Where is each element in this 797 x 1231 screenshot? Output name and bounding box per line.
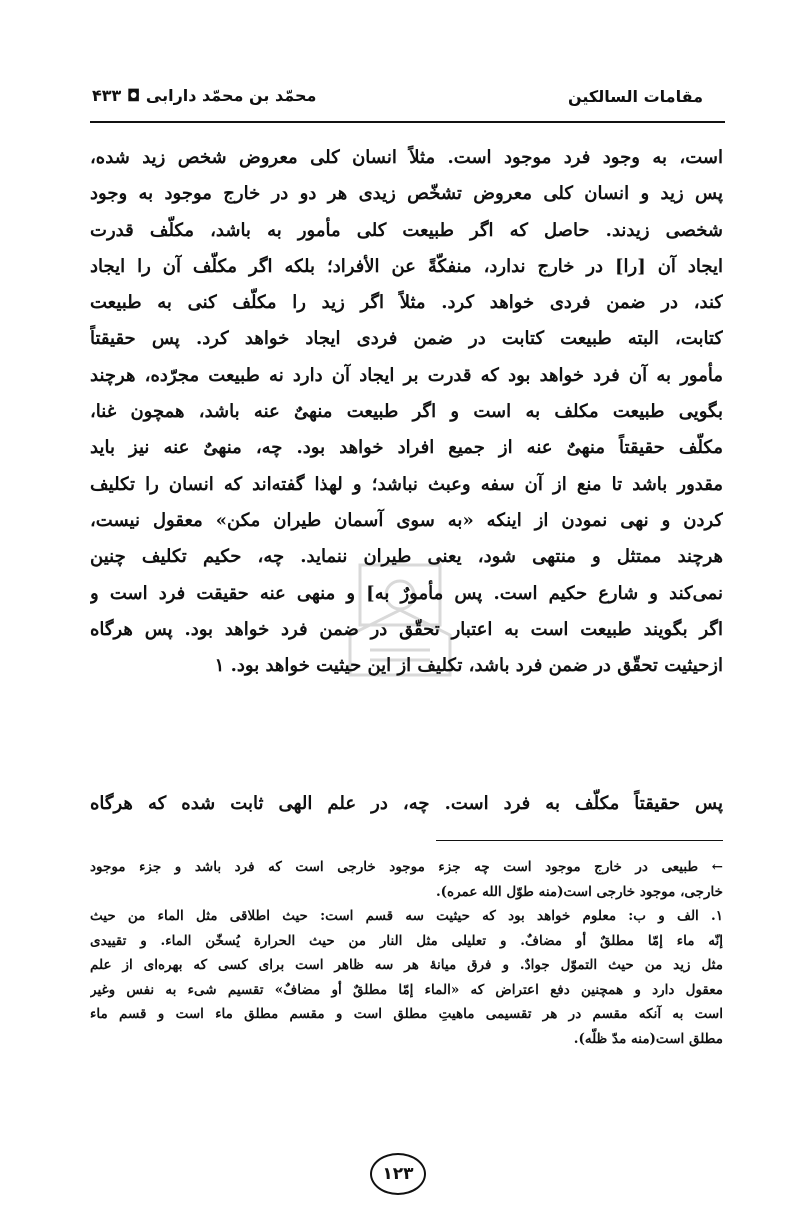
footnote-line: مثل زید من حیث التموّل جوادٌ. و فرق میانهٔ هر سه ظاهر است برای کسی که بهره‌ای از علم xyxy=(90,957,723,973)
second-paragraph-line: پس حقیقتاً مکلّف به فرد است. چه، در علم الهی ثابت شده که هرگاه xyxy=(90,793,723,814)
footnote-rule xyxy=(436,840,723,841)
text-line: نمی‌کند و شارع حکیم است. پس مأمورٌ به] و منهی عنه حقیقت فرد است و xyxy=(90,582,723,604)
footnote-line: ۱. الف و ب: معلوم خواهد بود که حیثیت سه قسم است: حیث اطلاقی مثل الماء من حیث xyxy=(90,908,723,924)
text-line: کند، در ضمن فردی خواهد کرد. مثلاً اگر زید را مکلّف کنی به طبیعت xyxy=(90,292,723,314)
running-header-title: مقامات السالکین xyxy=(567,87,703,106)
footnote-line: خارجی، موجود خارجی است(منه طوّل الله عمره). xyxy=(435,883,723,900)
footnotes xyxy=(90,855,723,1051)
text-line: بگویی طبیعت مکلف به است و اگر طبیعت منهیٌ عنه باشد، همچون غنا، xyxy=(90,401,723,423)
footnote-line: مطلق است(منه مدّ ظلّه). xyxy=(573,1030,723,1047)
text-line: مکلّف حقیقتاً منهیٌ عنه از جمیع افراد خواهد بود. چه، منهیٌ عنه نیز باید xyxy=(90,437,723,459)
text-line: اگر بگویند طبیعت است به اعتبار تحقّق در ضمن فرد خواهد بود. پس هرگاه xyxy=(90,618,723,640)
footnote-line: إنّه ماء إمّا مطلقٌ أو مضافٌ. و تعلیلی مثل النار من حیث الحرارة یُسخّن الماء. و تقییدی xyxy=(90,932,723,949)
text-line: کردن و نهی نمودن از اینکه «به سوی آسمان طیران مکن» معقول نیست، xyxy=(90,509,723,531)
footnote-line: معقول دارد و همچنین دفع اعتراض که «الماء إمّا مطلقٌ أو مضافٌ» تقسیم شیء به نفس وغیر xyxy=(90,981,723,998)
page-number: ۱۲۳ xyxy=(370,1153,426,1195)
text-line: مأمور به آن فرد خواهد بود که قدرت بر ایجاد آن دارد نه طبیعت مجرّده، هرچند xyxy=(90,364,723,386)
text-line: مقدور باشد تا منع از آن سفه وعبث نباشد؛ و لهذا گفته‌اند که انسان را تکلیف xyxy=(90,473,723,495)
footnote-line: ← طبیعی در خارج موجود است چه جزء موجود خارجی است که فرد باشد و جزء موجود xyxy=(90,859,723,875)
footnote-line: است به آنکه مقسم در هر تقسیمی ماهیتِ مطلق است و مقسم مطلق ماء است و قسم ماء xyxy=(90,1006,723,1022)
text-line: ایجاد آن [را] در خارج ندارد، منفکّةً عن الأفراد؛ بلکه اگر مکلّف آن را ایجاد xyxy=(90,255,723,277)
main-paragraph xyxy=(90,140,723,684)
text-line: ازحیثیت تحقّق در ضمن فرد باشد، تکلیف از این حیثیت خواهد بود. ۱ xyxy=(214,655,723,677)
text-line: پس زید و انسان کلی معروض تشخّص زیدی هر دو در خارج موجود به وجود xyxy=(90,183,723,205)
text-line: است، به وجود فرد موجود است. مثلاً انسان کلی معروض شخص زید شده، xyxy=(90,147,723,168)
text-line: شخصی زیدند. حاصل که اگر طبیعت کلی مأمور به باشد، مکلّف قدرت xyxy=(90,219,723,241)
header-rule xyxy=(90,121,725,123)
running-header-author-page: محمّد بن محمّد دارابی ◘ ۴۳۳ xyxy=(92,86,317,105)
text-line: کتابت، البته طبیعت کتابت در ضمن فردی ایجاد خواهد کرد. پس حقیقتاً xyxy=(90,328,723,350)
text-line: هرچند ممتثل و منتهی شود، یعنی طیران ننماید. چه، حکیم تکلیف چنین xyxy=(90,546,723,568)
